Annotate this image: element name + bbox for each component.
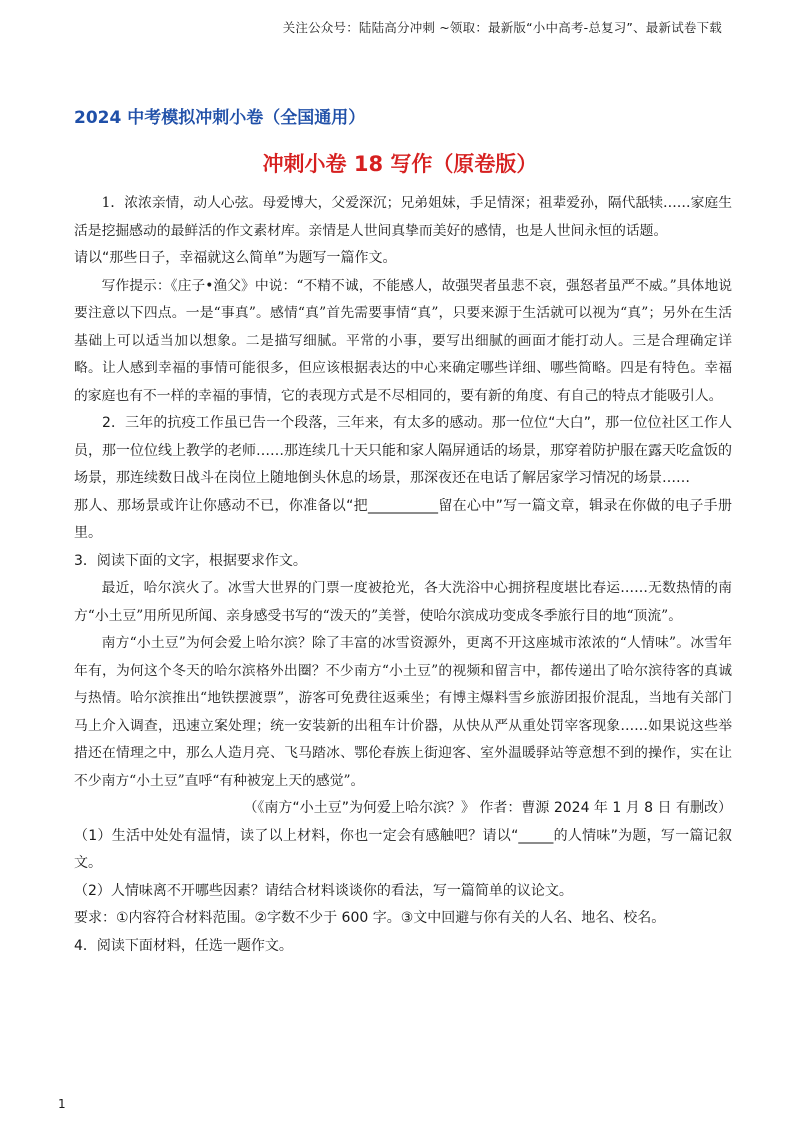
page-number: 1	[58, 1097, 66, 1111]
question-1-prompt: 1．浓浓亲情，动人心弦。母爱博大，父爱深沉；兄弟姐妹，手足情深；祖辈爱孙，隔代舐犊……家庭生活是挖掘感动的最鲜活的作文素材库。亲情是人世间真挚而美好的感情，也是人世间永恒的话题。	[74, 195, 732, 239]
question-4-heading: 4．阅读下面材料，任选一题作文。	[74, 937, 293, 954]
question-2-task: 那人、那场景或许让你感动不已，你准备以“把__________留在心中”写一篇文章，辑录在你做的电子手册里。	[74, 497, 732, 541]
document-body	[74, 190, 732, 960]
material-source: （《南方“小土豆”为何爱上哈尔滨？》 作者：曹源 2024 年 1 月 8 日 有删改）	[243, 800, 732, 816]
question-3-heading: 3．阅读下面的文字，根据要求作文。	[74, 552, 307, 569]
question-1-writing-tips: 写作提示：《庄子•渔父》中说：“不精不诚，不能感人，故强哭者虽悲不哀，强怒者虽严不威。”具体地说要注意以下四点。一是“事真”。感情“真”首先需要事情“真”，只要来源于生活就可以视为“真”；另外在生活基础上可以适当加以想象。二是描写细腻。平常的小事，要写出细腻的画面才能打动人。三是合理确定详略。让人感到幸福的事情可能很多，但应该根据表达的中心来确定哪些详细、哪些简略。四是有特色。幸福的家庭也有不一样的幸福的事情，它的表现方式是不尽相同的，要有新的角度、有自己的特点才能吸引人。	[74, 277, 732, 404]
question-3-material-2: 南方“小土豆”为何会爱上哈尔滨？除了丰富的冰雪资源外，更离不开这座城市浓浓的“人情味”。冰雪年年有，为何这个冬天的哈尔滨格外出圈？不少南方“小土豆”的视频和留言中，都传递出了哈尔滨待客的真诚与热情。哈尔滨推出“地铁摆渡票”，游客可免费往返乘坐；有博主爆料雪乡旅游团报价混乱，当地有关部门马上介入调查，迅速立案处理；统一安装新的出租车计价器，从快从严从重处罚宰客现象……如果说这些举措还在情理之中，那么人造月亮、飞马踏冰、鄂伦春族上街迎客、室外温暖驿站等意想不到的操作，实在让不少南方“小土豆”直呼“有种被宠上天的感觉”。	[74, 635, 732, 789]
series-title: 2024 中考模拟冲刺小卷（全国通用）	[74, 108, 366, 128]
question-1-task: 请以“那些日子，幸福就这么简单”为题写一篇作文。	[74, 250, 397, 266]
page-header-note: 关注公众号：陆陆高分冲刺 ~领取：最新版“小中高考-总复习”、最新试卷下载	[282, 20, 722, 35]
question-3-option-1: （1）生活中处处有温情，读了以上材料，你也一定会有感触吧？请以“_____的人情味”为题，写一篇记叙文。	[74, 827, 732, 871]
question-3-material-1: 最近，哈尔滨火了。冰雪大世界的门票一度被抢光，各大洗浴中心拥挤程度堪比春运……无数热情的南方“小土豆”用所见所闻、亲身感受书写的“泼天的”美誉，使哈尔滨成功变成冬季旅行目的地“顶流”。	[74, 580, 732, 624]
question-3-requirements: 要求：①内容符合材料范围。②字数不少于 600 字。③文中回避与你有关的人名、地名、校名。	[74, 910, 666, 926]
main-title: 冲刺小卷 18 写作（原卷版）	[262, 152, 538, 176]
question-3-option-2: （2）人情味离不开哪些因素？请结合材料谈谈你的看法，写一篇简单的议论文。	[74, 882, 573, 899]
question-2-prompt: 2．三年的抗疫工作虽已告一个段落，三年来，有太多的感动。那一位位“大白”，那一位位社区工作人员，那一位位线上教学的老师……那连续几十天只能和家人隔屏通话的场景，那穿着防护服在露天吃盒饭的场景，那连续数日战斗在岗位上随地倒头休息的场景，那深夜还在电话了解居家学习情况的场景……	[74, 415, 732, 486]
